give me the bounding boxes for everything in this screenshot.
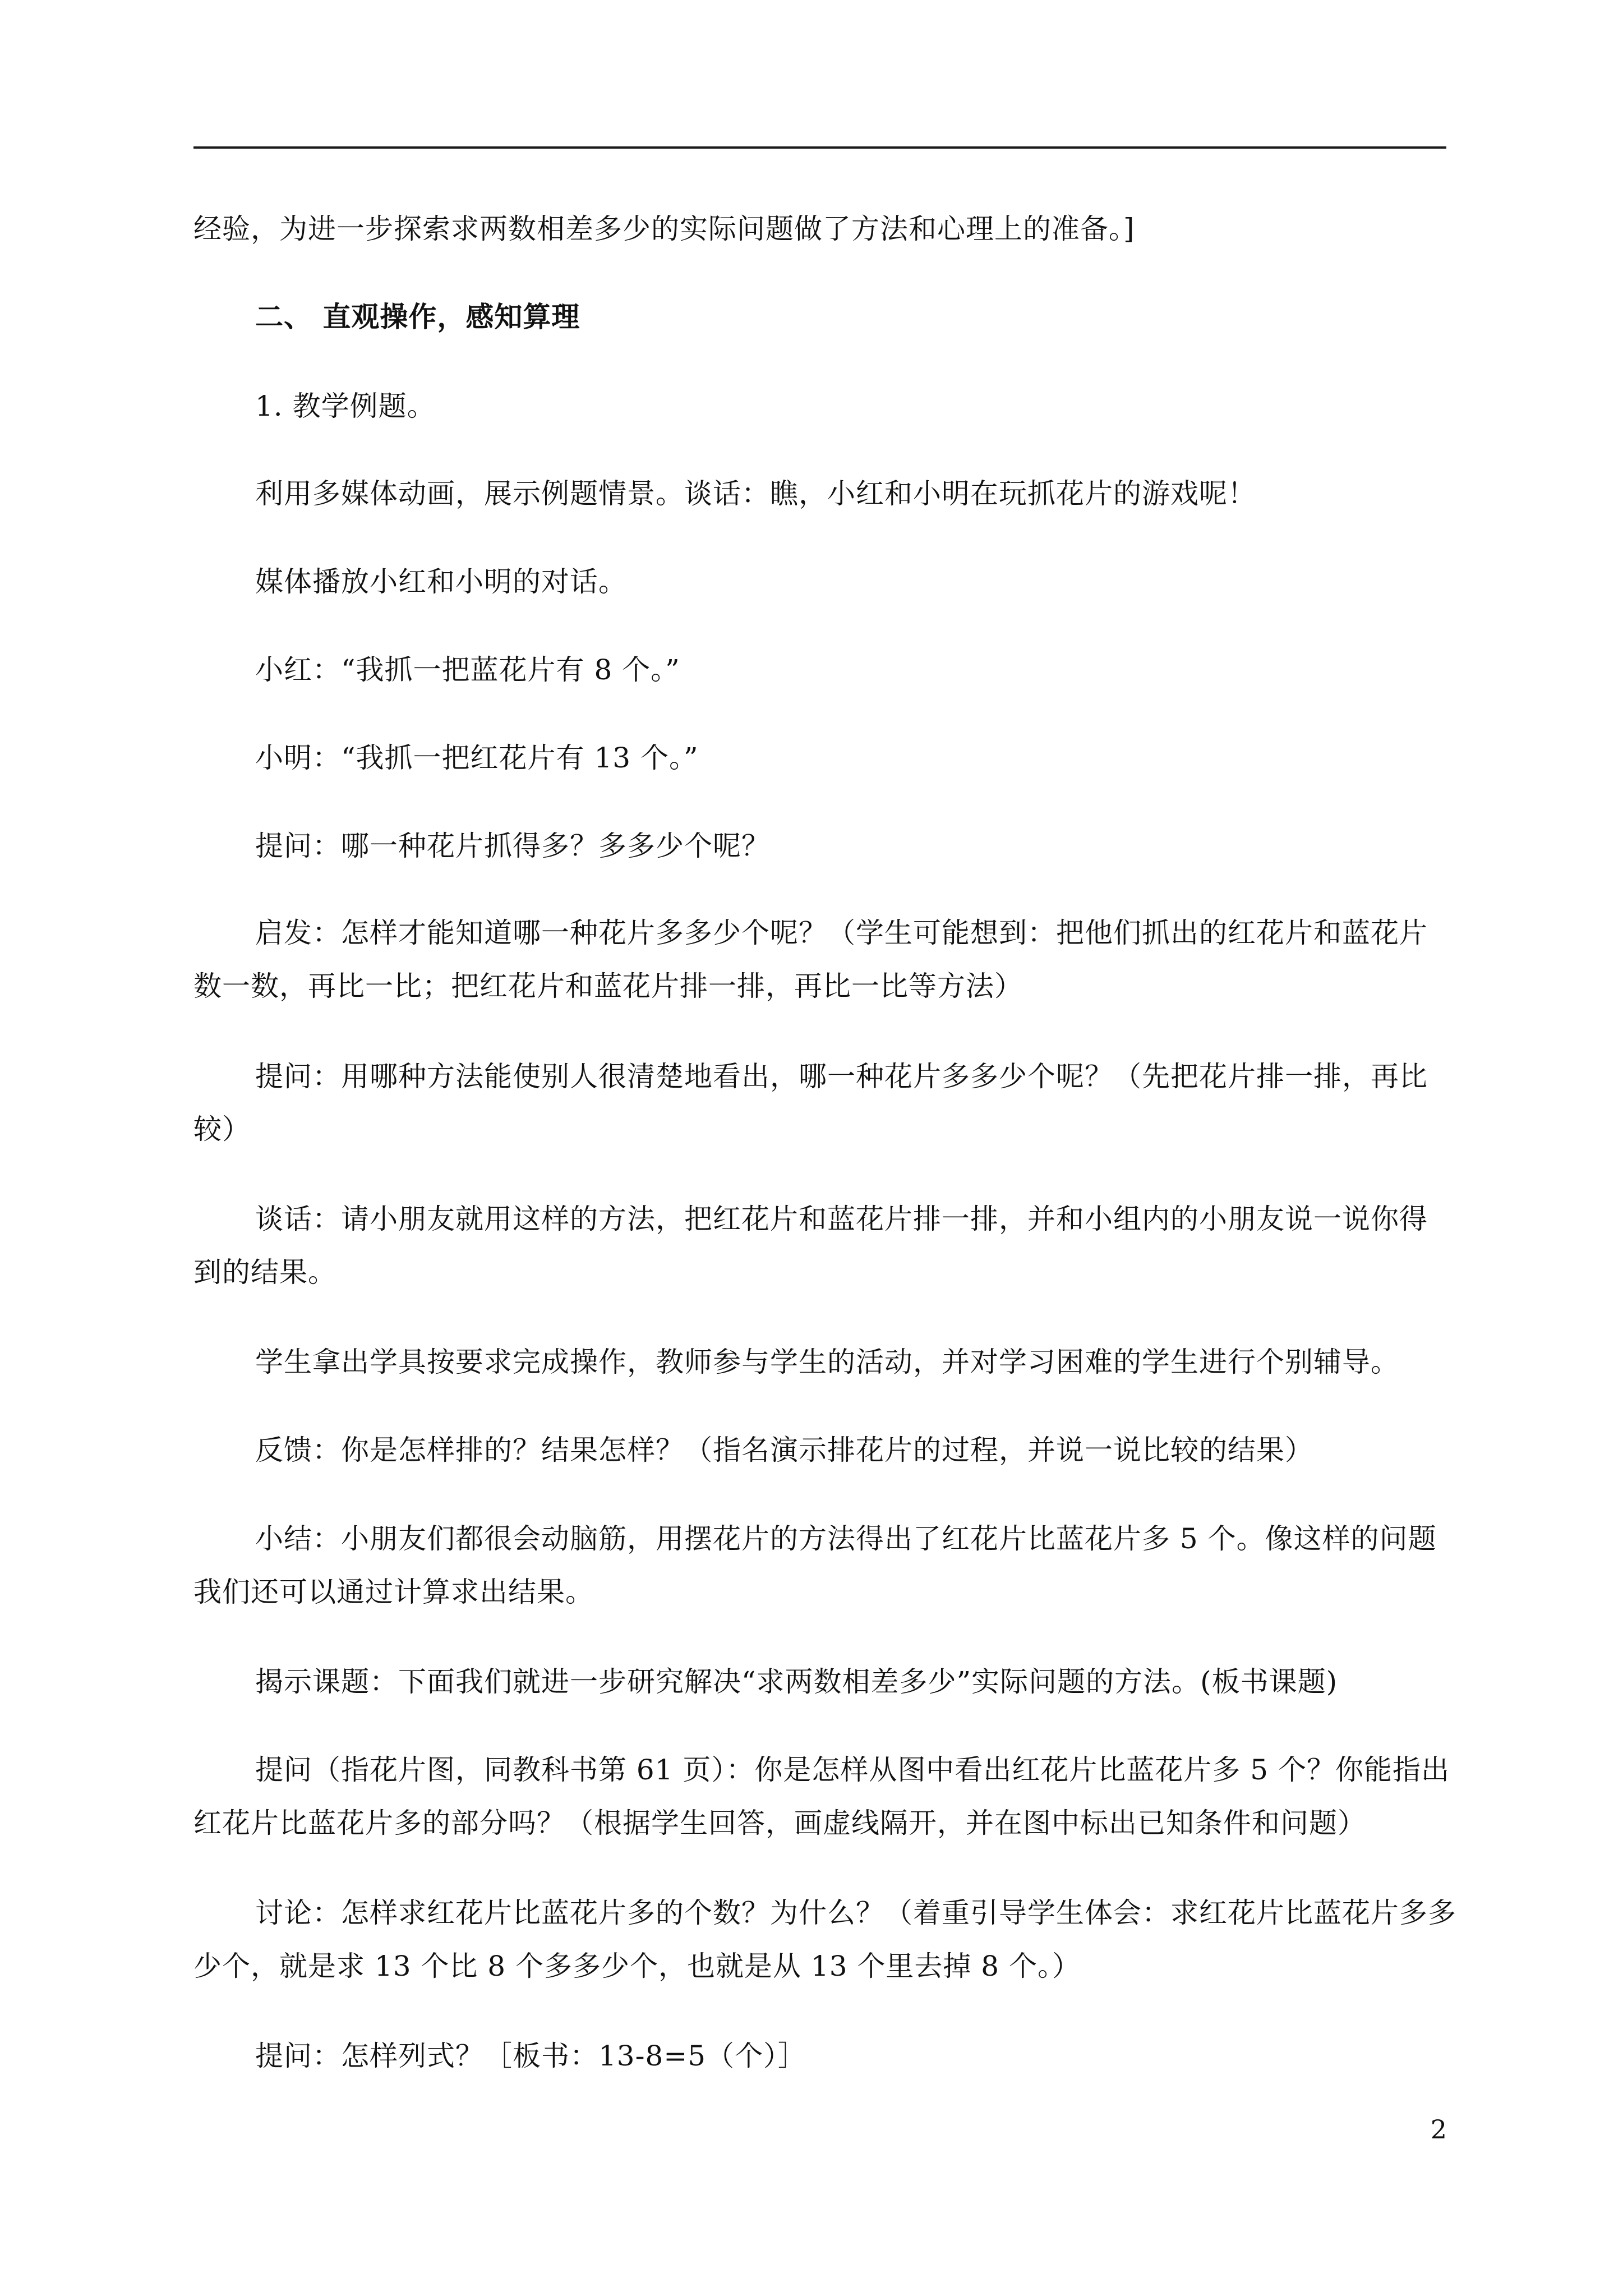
header-rule — [193, 146, 1446, 149]
text-line: 我们还可以通过计算求出结果。 — [193, 1576, 594, 1608]
text-line: 启发：怎样才能知道哪一种花片多多少个呢？（学生可能想到：把他们抓出的红花片和蓝花片 — [255, 917, 1428, 949]
section-heading: 二、 直观操作，感知算理 — [255, 300, 580, 333]
text-line: 揭示课题：下面我们就进一步研究解决“求两数相差多少”实际问题的方法。(板书课题) — [255, 1665, 1338, 1698]
text-line: 讨论：怎样求红花片比蓝花片多的个数？为什么？（着重引导学生体会：求红花片比蓝花片多多 — [255, 1897, 1456, 1929]
text-line: 到的结果。 — [193, 1256, 336, 1289]
text-line: 谈话：请小朋友就用这样的方法，把红花片和蓝花片排一排，并和小组内的小朋友说一说你得 — [255, 1203, 1428, 1235]
text-line: 经验，为进一步探索求两数相差多少的实际问题做了方法和心理上的准备。] — [193, 213, 1135, 245]
text-line: 较） — [193, 1113, 251, 1145]
text-line: 利用多媒体动画，展示例题情景。谈话：瞧，小红和小明在玩抓花片的游戏呢！ — [255, 477, 1256, 510]
text-line: 提问：用哪种方法能使别人很清楚地看出，哪一种花片多多少个呢？（先把花片排一排，再比 — [255, 1060, 1428, 1093]
list-item: 1. 教学例题。 — [255, 390, 436, 422]
text-line: 媒体播放小红和小明的对话。 — [255, 565, 627, 598]
text-line: 小结：小朋友们都很会动脑筋，用摆花片的方法得出了红花片比蓝花片多 5 个。像这样的问题 — [255, 1522, 1437, 1555]
text-line: 学生拿出学具按要求完成操作，教师参与学生的活动，并对学习困难的学生进行个别辅导。 — [255, 1346, 1399, 1378]
text-line: 提问：哪一种花片抓得多？多多少个呢？ — [255, 830, 770, 862]
dialogue-line: 小明：“我抓一把红花片有 13 个。” — [255, 742, 699, 774]
text-line: 少个，就是求 13 个比 8 个多多少个，也就是从 13 个里去掉 8 个。） — [193, 1950, 1081, 1982]
dialogue-line: 小红：“我抓一把蓝花片有 8 个。” — [255, 654, 680, 686]
page-number: 2 — [1430, 2114, 1447, 2145]
text-line: 数一数，再比一比；把红花片和蓝花片排一排，再比一比等方法） — [193, 970, 1023, 1002]
text-line: 反馈：你是怎样排的？结果怎样？（指名演示排花片的过程，并说一说比较的结果） — [255, 1434, 1313, 1466]
text-line: 提问：怎样列式？［板书：13-8=5（个）］ — [255, 2040, 807, 2072]
text-line: 红花片比蓝花片多的部分吗？（根据学生回答，画虚线隔开，并在图中标出已知条件和问题） — [193, 1807, 1366, 1839]
text-line: 提问（指花片图，同教科书第 61 页）：你是怎样从图中看出红花片比蓝花片多 5 个？你能指出 — [255, 1754, 1450, 1786]
